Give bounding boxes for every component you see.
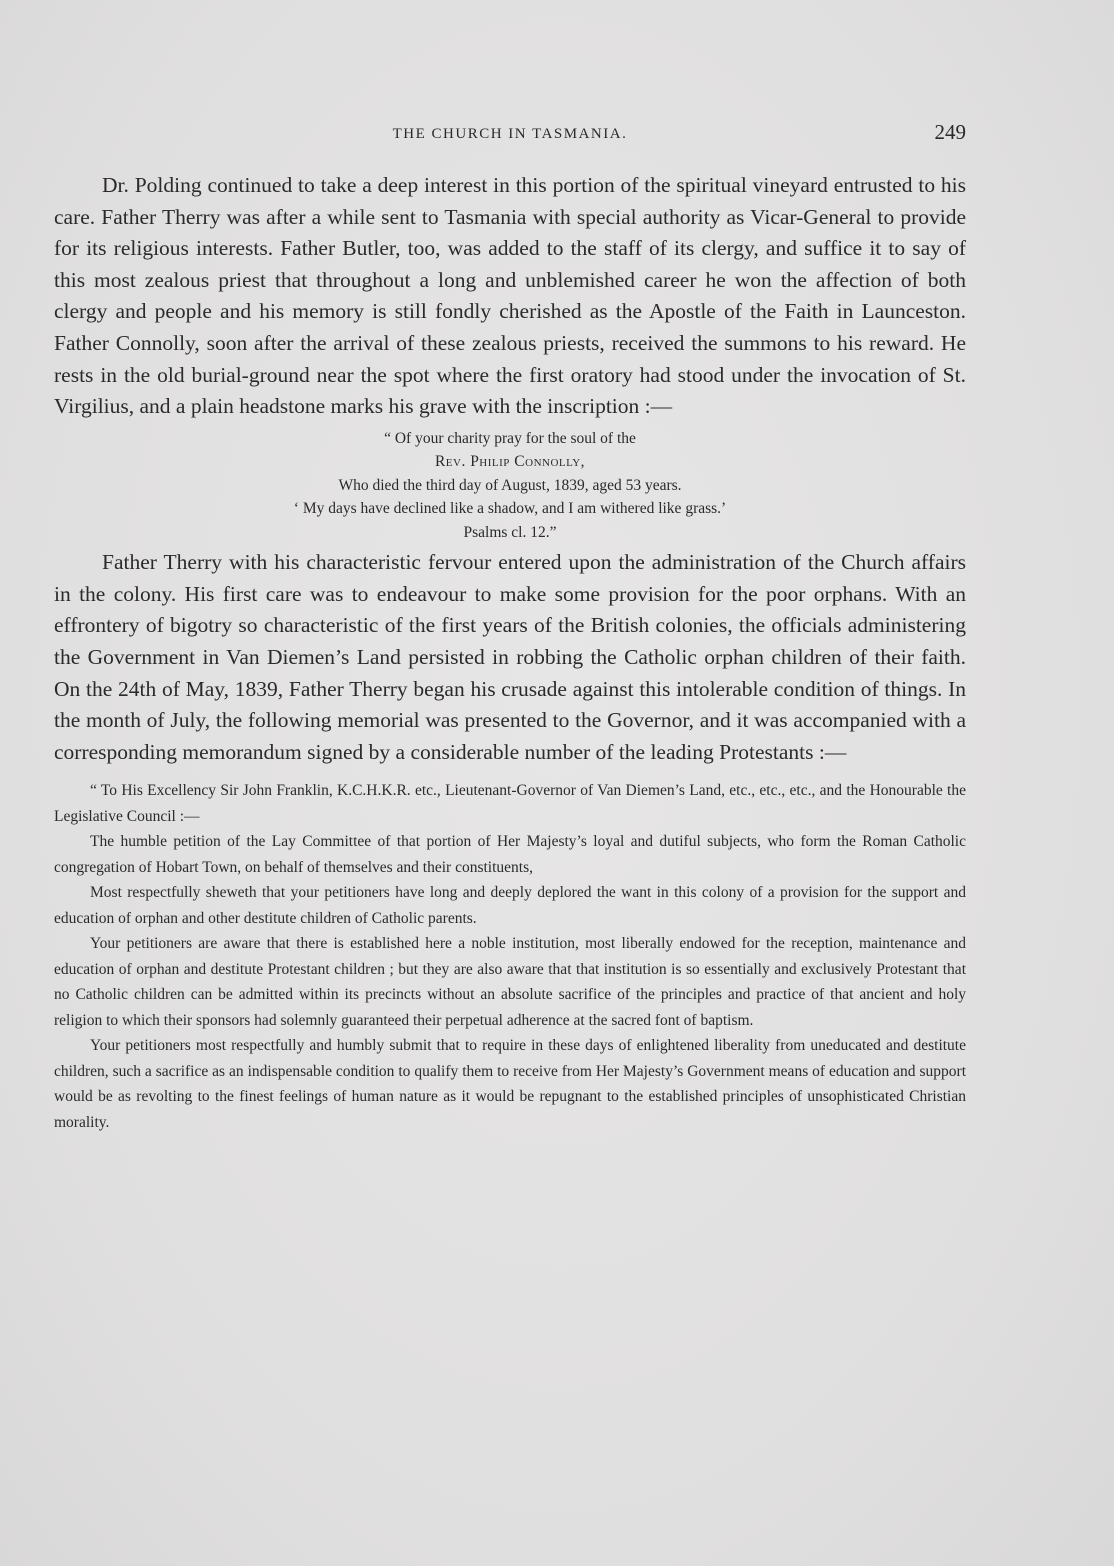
running-head (54, 120, 966, 150)
memorial-address: “ To His Excellency Sir John Franklin, K.C.H.K.R. etc., Lieutenant-Governor of Van Diemen’s Land, etc., etc., etc., and the Honourable the Legislative Council :— (54, 782, 966, 825)
epitaph-line-1: “ Of your charity pray for the soul of the (384, 429, 636, 447)
main-text (54, 170, 966, 1135)
running-title: THE CHURCH IN TASMANIA. (392, 126, 628, 142)
epitaph-line-3: Who died the third day of August, 1839, aged 53 years. (338, 476, 682, 494)
paragraph-therry: Father Therry with his characteristic fervour entered upon the administration of the Church affairs in the colony. His first care was to endeavour to make some provision for the poor orphans. With an effrontery of bigotry so characteristic of the first years of the British colonies, the officials administering the Government in Van Diemen’s Land persisted in robbing the Catholic orphan children of their faith. On the 24th of May, 1839, Father Therry began his crusade against this intolerable condition of things. In the month of July, the following memorial was presented to the Governor, and it was accompanied with a corresponding memorandum signed by a considerable number of the leading Protestants :— (54, 550, 966, 764)
memorial-aware: Your petitioners are aware that there is established here a noble institution, most liberally endowed for the reception, maintenance and education of orphan and destitute Protestant children ; but they are also aware that that institution is so essentially and exclusively Protestant that no Catholic children can be admitted within its precincts without an absolute sacrifice of the principles and practice of that ancient and holy religion to which their sponsors had solemnly guaranteed their perpetual adherence at the sacred font of baptism. (54, 935, 966, 1029)
memorial-sheweth: Most respectfully sheweth that your petitioners have long and deeply deplored the want in this colony of a provision for the support and education of orphan and other destitute children of Catholic parents. (54, 884, 966, 927)
page-number: 249 (934, 120, 966, 144)
epitaph-line-2: Rev. Philip Connolly, (434, 453, 586, 471)
paragraph-polding: Dr. Polding continued to take a deep interest in this portion of the spiritual vineyard entrusted to his care. Father Therry was after a while sent to Tasmania with special authority as Vicar-General to provide for its religious interests. Father Butler, too, was added to the staff of its clergy, and suffice it to say of this most zealous priest that throughout a long and unblemished career he won the affection of both clergy and people and his memory is still fondly cherished as the Apostle of the Faith in Launceston. Father Connolly, soon after the arrival of these zealous priests, received the summons to his reward. He rests in the old burial-ground near the spot where the first oratory had stood under the invocation of St. Virgilius, and a plain headstone marks his grave with the inscription :— (54, 173, 966, 419)
memorial-intro: The humble petition of the Lay Committee of that portion of Her Majesty’s loyal and dutiful subjects, who form the Roman Catholic congregation of Hobart Town, on behalf of themselves and their constituents, (54, 833, 966, 876)
epitaph-line-4: ‘ My days have declined like a shadow, and I am withered like grass.’ (293, 500, 727, 518)
epitaph-inscription (54, 427, 966, 545)
epitaph-line-5: Psalms cl. 12.” (463, 523, 557, 541)
memorial-petition (54, 778, 966, 1135)
memorial-submit: Your petitioners most respectfully and humbly submit that to require in these days of enlightened liberality from uneducated and destitute children, such a sacrifice as an indispensable condition to qualify them to receive from Her Majesty’s Government means of education and support would be as revolting to the finest feelings of human nature as it would be repugnant to the established principles of unsophisticated Christian morality. (54, 1037, 966, 1131)
